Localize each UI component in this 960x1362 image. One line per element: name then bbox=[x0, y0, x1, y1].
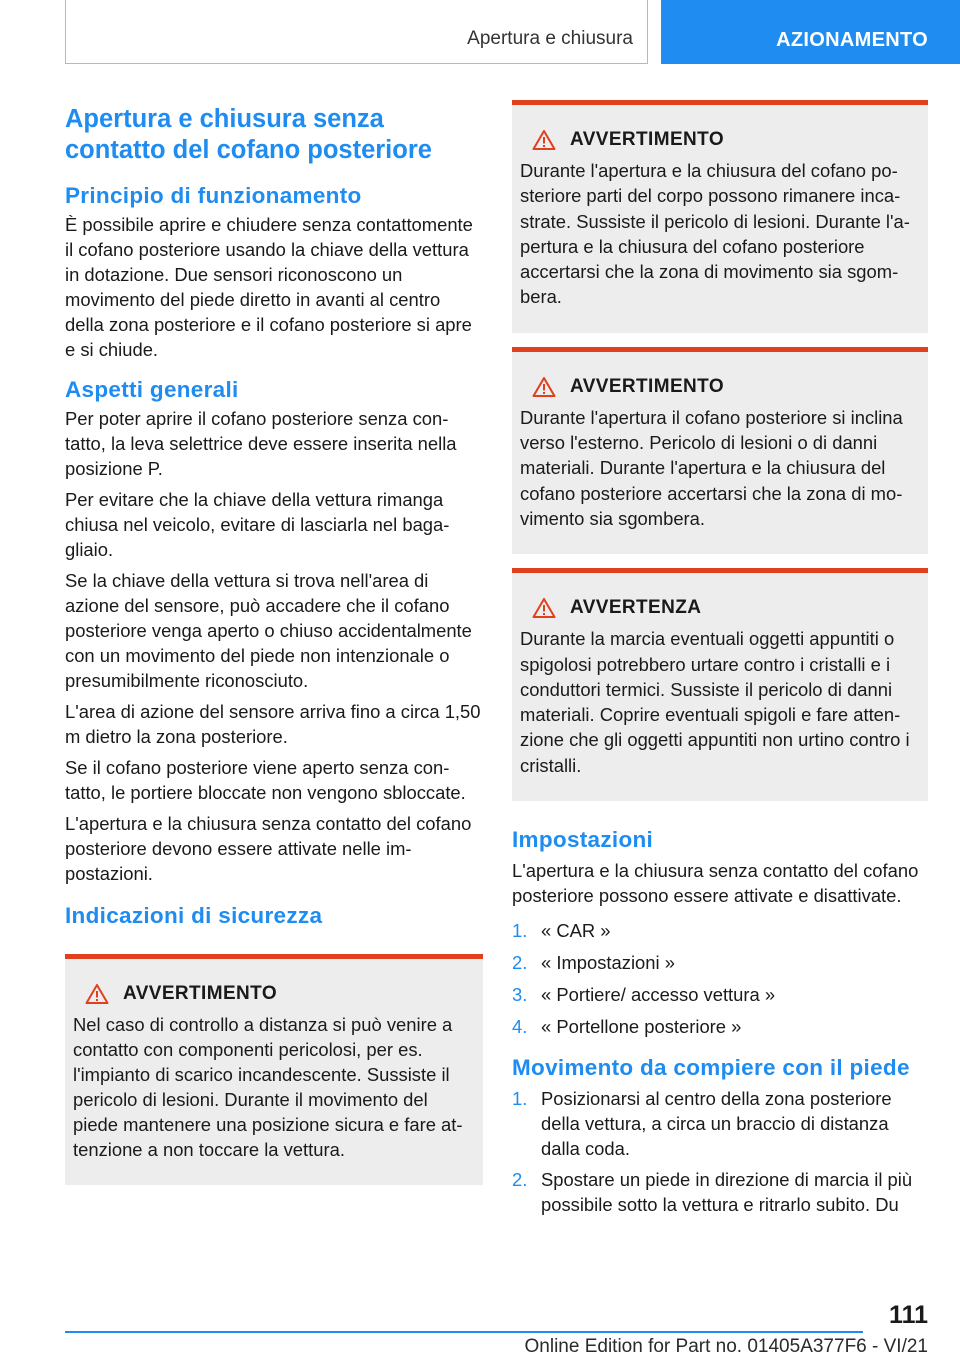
list-item bbox=[512, 946, 928, 978]
heading-movimento: Movimento da compiere con il piede bbox=[512, 1055, 910, 1081]
warning-title: AVVERTIMENTO bbox=[570, 375, 724, 397]
warning-title: AVVERTENZA bbox=[570, 597, 702, 619]
list-number: 2. bbox=[512, 951, 528, 973]
menu-path-label: « Impostazioni » bbox=[541, 951, 675, 973]
warning-title: AVVERTIMENTO bbox=[570, 129, 724, 150]
warning-triangle-icon bbox=[520, 129, 568, 151]
step-text: Posizionarsi al centro della zona posteriore della vettura, a circa un braccio di distanza dalla coda. bbox=[541, 1088, 892, 1160]
warning-box bbox=[65, 954, 483, 1185]
list-item bbox=[512, 1010, 928, 1042]
warning-header bbox=[520, 126, 919, 154]
heading-impostazioni: Impostazioni bbox=[512, 827, 654, 853]
warning-box bbox=[512, 100, 928, 333]
warning-header bbox=[520, 373, 919, 401]
list-number: 1. bbox=[512, 1088, 528, 1110]
aspetti-paragraph: L'area di azione del sensore arriva fino a circa 1,50 m dietro la zona posteriore. bbox=[65, 701, 481, 747]
header-section-box bbox=[65, 0, 648, 64]
foot-movement-steps bbox=[512, 1086, 928, 1217]
principio-text: È possibile aprire e chiudere senza contattomente il cofano posteriore usando la chiave della vettura in dotazione. Due sensori riconoscono un movimento del piede diretto in avanti al centro della zona posteriore e il cofano posteriore si apre e si chiude. bbox=[65, 214, 473, 360]
warning-header bbox=[73, 980, 474, 1008]
warning-triangle-icon bbox=[520, 376, 568, 398]
step-text: Spostare un piede in direzione di marcia il più possibile sotto la vettura e ritrarlo subito. Du bbox=[541, 1169, 913, 1216]
warning-box bbox=[512, 347, 928, 554]
heading-aspetti: Aspetti generali bbox=[65, 377, 239, 402]
impostazioni-text: L'apertura e la chiusura senza contatto del cofano posteriore possono essere attivate e disattivate. bbox=[512, 860, 919, 907]
left-column bbox=[65, 100, 483, 1199]
footer-edition: Online Edition for Part no. 01405A377F6 - VI/21 bbox=[524, 1336, 928, 1357]
warning-text: Durante l'apertura il cofano posteriore si inclina verso l'esterno. Pericolo di lesioni o di danni materiali. Durante l'apertura e la chiusura del cofano posteriore accertarsi che la zona di movimento sia sgombera. bbox=[520, 406, 903, 529]
list-item bbox=[512, 978, 928, 1010]
header-chapter-title: AZIONAMENTO bbox=[776, 29, 928, 51]
warning-text: Durante l'apertura e la chiusura del cofano posteriore parti del corpo possono rimanere incastrate. Sussiste il pericolo di lesioni. Durante l'apertura e la chiusura del cofano posteriore accertarsi che la zona di movimento sia sgombera. bbox=[520, 160, 910, 308]
list-number: 3. bbox=[512, 983, 528, 1005]
header-section-title: Apertura e chiusura bbox=[467, 28, 633, 49]
list-item bbox=[512, 1086, 928, 1161]
menu-path-label: « Portiere/ accesso vettura » bbox=[541, 983, 776, 1005]
page-title: Apertura e chiusura senza contatto del cofano posteriore bbox=[65, 105, 432, 164]
list-item bbox=[512, 914, 928, 946]
aspetti-paragraph: Per poter aprire il cofano posteriore senza contatto, la leva selettrice deve essere inserita nella posizione P. bbox=[65, 408, 457, 479]
header-chapter-tab bbox=[661, 0, 960, 64]
page-number: 111 bbox=[889, 1301, 928, 1329]
warning-triangle-icon bbox=[73, 983, 121, 1005]
list-number: 2. bbox=[512, 1169, 528, 1191]
warning-box bbox=[512, 568, 928, 801]
aspetti-paragraph: Se il cofano posteriore viene aperto senza contatto, le portiere bloccate non vengono sbloccate. bbox=[65, 757, 466, 803]
list-item bbox=[512, 1167, 928, 1217]
aspetti-paragraph: Per evitare che la chiave della vettura rimanga chiusa nel veicolo, evitare di lasciarla nel bagagliaio. bbox=[65, 489, 450, 560]
settings-path-list bbox=[512, 914, 928, 1042]
warning-triangle-icon bbox=[520, 597, 568, 619]
list-number: 4. bbox=[512, 1015, 528, 1037]
warning-header bbox=[520, 594, 919, 622]
footer-divider bbox=[65, 1331, 863, 1333]
list-number: 1. bbox=[512, 919, 528, 941]
aspetti-paragraph: L'apertura e la chiusura senza contatto del cofano posteriore devono essere attivate nelle impostazioni. bbox=[65, 813, 472, 884]
right-column bbox=[512, 100, 928, 1223]
heading-indicazioni: Indicazioni di sicurezza bbox=[65, 903, 323, 928]
menu-path-label: « Portellone posteriore » bbox=[541, 1015, 742, 1037]
menu-path-label: « CAR » bbox=[541, 919, 611, 941]
warning-title: AVVERTIMENTO bbox=[123, 983, 277, 1004]
heading-principio: Principio di funzionamento bbox=[65, 183, 362, 208]
aspetti-paragraph: Se la chiave della vettura si trova nell'area di azione del sensore, può accadere che il cofano posteriore venga aperto o chiuso accidentalmente con un movimento del piede non intenzionale o presumibilmente riconosciuto. bbox=[65, 570, 472, 691]
warning-text: Nel caso di controllo a distanza si può venire a contatto con componenti pericolosi, per es. l'impianto di scarico incandescente. Sussiste il pericolo di lesioni. Durante il movimento del piede mantenere una posizione sicura e fare attenzione a non toccare la vettura. bbox=[73, 1014, 463, 1160]
warning-text: Durante la marcia eventuali oggetti appuntiti o spigolosi potrebbero urtare contro i cristalli e i conduttori termici. Sussiste il pericolo di danni materiali. Coprire eventuali spigoli e fare attenzione che gli oggetti appuntiti non urtino contro i cristalli. bbox=[520, 628, 910, 776]
